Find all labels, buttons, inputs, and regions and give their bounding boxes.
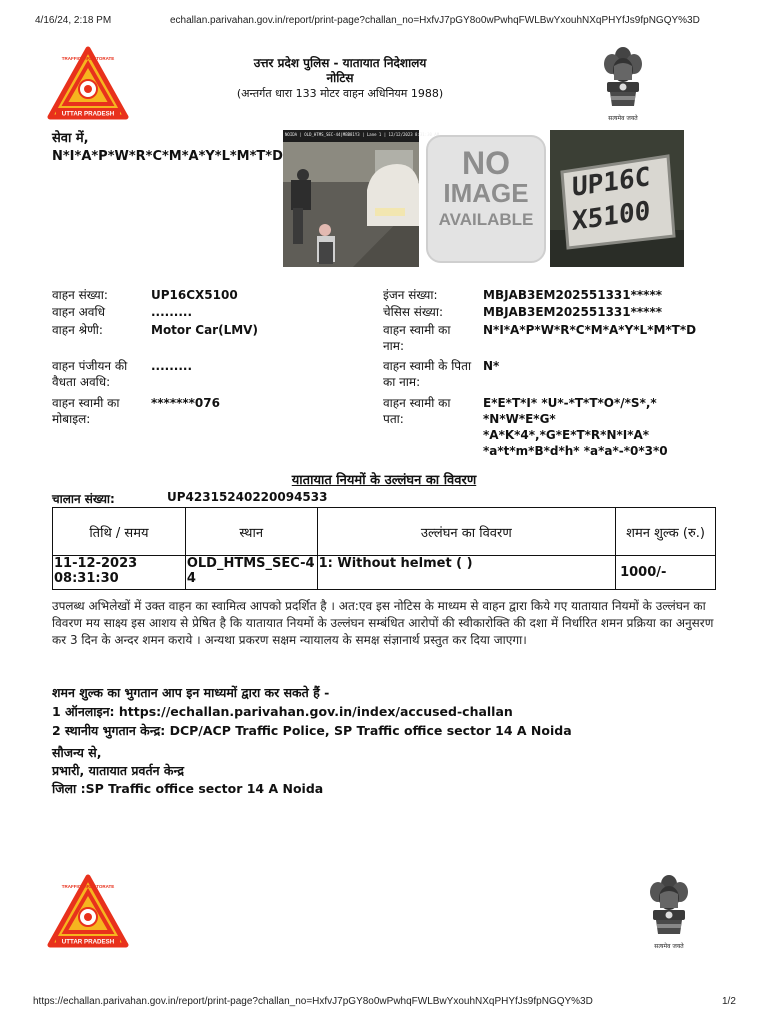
addressee xyxy=(52,130,283,166)
logo-bottom-text-2: UTTAR PRADESH xyxy=(61,938,115,946)
vehicle-period-label: वाहन अवधि xyxy=(52,305,105,319)
cctv-caption: NOIDA | OLD_HTMS_SEC-44|MBB81Y3 | Lane 1 | 12/12/2023 8:31:30 AM xyxy=(285,132,440,137)
signature-office: प्रभारी, यातायात प्रवर्तन केन्द्र xyxy=(52,763,184,778)
notice-title xyxy=(200,56,480,101)
column-header-datetime: तिथि / समय xyxy=(53,508,186,556)
challan-number-value: UP42315240220094533 xyxy=(167,490,328,504)
violation-place: OLD_HTMS_SEC-44 xyxy=(185,556,317,590)
engine-number-value: MBJAB3EM202551331***** xyxy=(483,288,662,302)
national-emblem-icon xyxy=(596,44,650,124)
violation-datetime: 11-12-2023 08:31:30 xyxy=(53,556,186,590)
registration-validity-label: वाहन पंजीयन की वैधता अवधि: xyxy=(52,359,128,389)
registration-validity-value: ......... xyxy=(151,359,193,373)
cctv-photo xyxy=(283,130,440,267)
footer-url: https://echallan.parivahan.gov.in/report/print-page?challan_no=HxfvJ7pGY8o0wPwhqFWLBwYxouhNXqPHYfJs9fpNGQY%3D xyxy=(33,996,593,1007)
no-image-line-3: AVAILABLE xyxy=(438,210,534,229)
owner-father-name-label: वाहन स्वामी के पिता का नाम: xyxy=(383,359,472,389)
owner-name-label: वाहन स्वामी का नाम: xyxy=(383,323,451,353)
column-header-place: स्थान xyxy=(185,508,317,556)
payment-online: 1 ऑनलाइन: https://echallan.parivahan.gov.in/index/accused-challan xyxy=(52,704,513,719)
traffic-directorate-logo-bottom xyxy=(48,874,128,948)
logo-top-text-2: TRAFFIC DIRECTORATE xyxy=(61,884,115,889)
notice-heading: नोटिस xyxy=(326,71,354,85)
addressee-name: N*I*A*P*W*R*C*M*A*Y*L*M*T*D xyxy=(52,149,283,164)
plate-line-2: X5100 xyxy=(572,196,651,238)
logo-top-text: TRAFFIC DIRECTORATE xyxy=(61,56,115,61)
payment-section xyxy=(52,683,572,740)
vehicle-class-value: Motor Car(LMV) xyxy=(151,323,258,337)
traffic-directorate-logo xyxy=(48,46,128,120)
column-header-violation: उल्लंघन का विवरण xyxy=(317,508,615,556)
number-plate-photo xyxy=(550,130,684,267)
page-number: 1/2 xyxy=(722,996,736,1007)
notice-paragraph: उपलब्ध अभिलेखों में उक्त वाहन का स्वामित्व आपको प्रदर्शित है । अत:एव इस नोटिस के माध्यम से वाहन द्वारा किये गए यातायात नियमों के उल्लंघन का विवरण मय साक्ष्य इस आशय से प्रेषित है कि यातायात नियमों के उल्लंघन सम्बंधित आरोपों की स्वीकारोक्ति की दशा में निर्धारित शमन प्रक्रिया का अनुसरण कर 3 दिन के अन्दर शमन कराये । अन्यथा प्रकरण सक्षम न्यायालय के समक्ष संज्ञानार्थ प्रस्तुत कर दिया जाएगा। xyxy=(52,599,714,647)
owner-address-value: E*E*T*I* *U*-*T*T*O*/*S*,* *N*W*E*G* *A*K*4*,*G*E*T*R*N*I*A* *a*t*m*B*d*h* *a*a*-*0*3*0 xyxy=(483,396,668,458)
owner-address-label: वाहन स्वामी का पता: xyxy=(383,396,451,426)
chassis-number-label: चेसिस संख्या: xyxy=(383,305,444,319)
logo-bottom-text: UTTAR PRADESH xyxy=(61,110,115,118)
owner-mobile-value: *******076 xyxy=(151,396,220,410)
owner-father-name-value: N* xyxy=(483,359,500,373)
chassis-number-value: MBJAB3EM202551331***** xyxy=(483,305,662,319)
violation-section-heading: यातायात नियमों के उल्लंघन का विवरण xyxy=(291,473,477,488)
no-image-line-1: NO xyxy=(462,145,510,181)
vehicle-period-value: ......... xyxy=(151,305,193,319)
table-row xyxy=(53,556,716,590)
salutation: सेवा में, xyxy=(52,131,89,146)
print-datetime: 4/16/24, 2:18 PM xyxy=(35,15,112,26)
vehicle-number-label: वाहन संख्या: xyxy=(52,288,108,302)
emblem-motto-bottom: सत्यमेव जयते xyxy=(654,943,684,950)
violation-fee: 1000/- xyxy=(616,556,716,590)
column-header-fee: शमन शुल्क (रु.) xyxy=(616,508,716,556)
owner-name-value: N*I*A*P*W*R*C*M*A*Y*L*M*T*D xyxy=(483,323,697,337)
emblem-motto: सत्यमेव जयते xyxy=(608,115,638,122)
signature-block xyxy=(52,744,323,798)
table-header-row xyxy=(53,508,716,556)
national-emblem-icon-bottom xyxy=(642,872,696,952)
challan-number-label: चालान संख्या: xyxy=(52,492,115,506)
violation-table xyxy=(52,507,716,590)
vehicle-details-right xyxy=(383,287,723,467)
violation-section-title xyxy=(0,470,768,488)
signature-courtesy: सौजन्य से, xyxy=(52,745,102,760)
act-reference: (अन्तर्गत धारा 133 मोटर वाहन अधिनियम 1988) xyxy=(236,87,444,100)
department-name: उत्तर प्रदेश पुलिस - यातायात निदेशालय xyxy=(253,56,427,70)
plate-line-1: UP16C xyxy=(572,162,651,204)
violation-description: 1: Without helmet ( ) xyxy=(317,556,615,590)
payment-heading: शमन शुल्क का भुगतान आप इन माध्यमों द्वारा कर सकते हैं - xyxy=(52,685,330,700)
print-url: echallan.parivahan.gov.in/report/print-page?challan_no=HxfvJ7pGY8o0wPwhqFWLBwYxouhNXqPHYfJs9fpNGQY%3D xyxy=(170,15,700,26)
vehicle-details-left xyxy=(52,287,352,467)
signature-district: जिला :SP Traffic office sector 14 A Noida xyxy=(52,781,324,796)
no-image-line-2: IMAGE xyxy=(443,178,529,208)
vehicle-number-value: UP16CX5100 xyxy=(151,288,238,302)
no-image-placeholder xyxy=(425,130,547,267)
vehicle-class-label: वाहन श्रेणी: xyxy=(52,323,103,337)
payment-center: 2 स्थानीय भुगतान केन्द्र: DCP/ACP Traffic Police, SP Traffic office sector 14 A Noida xyxy=(52,723,572,738)
engine-number-label: इंजन संख्या: xyxy=(383,288,438,302)
owner-mobile-label: वाहन स्वामी का मोबाइल: xyxy=(52,396,120,426)
